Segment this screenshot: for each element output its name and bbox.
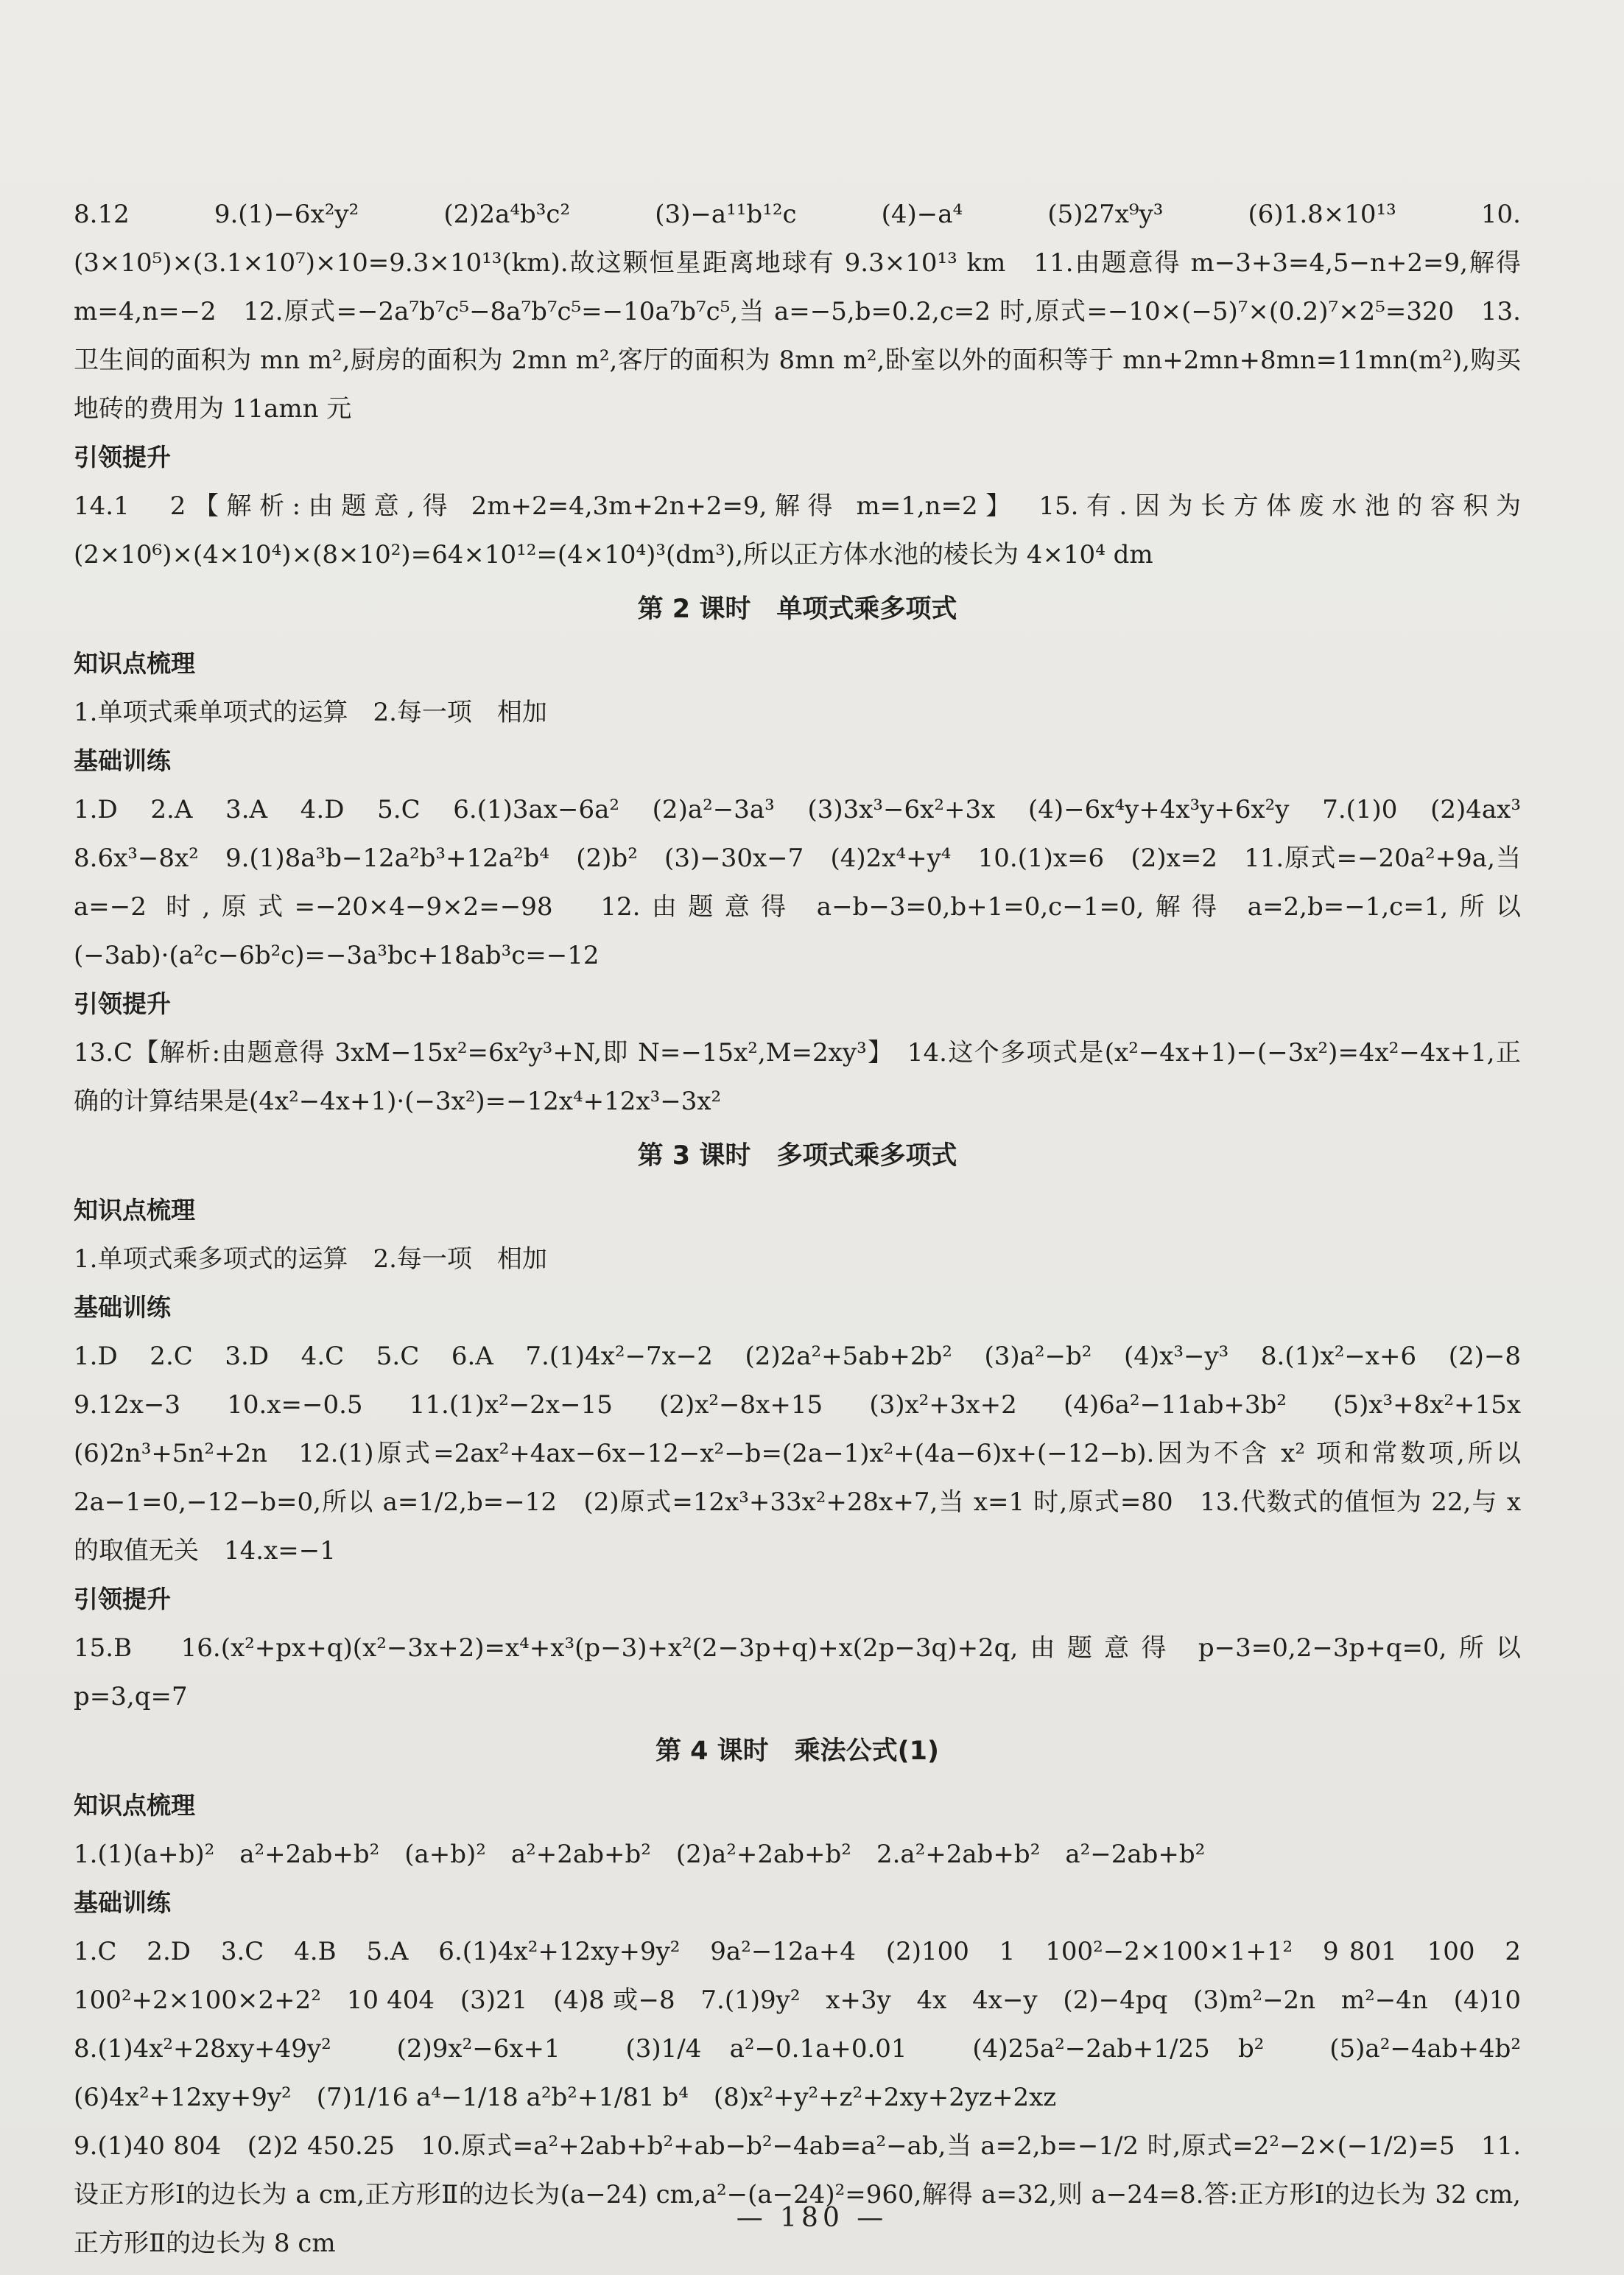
lesson-title: 第 4 课时 乘法公式(1) (655, 1736, 940, 1766)
section-heading: 知识点梳理 (74, 649, 195, 678)
answer-paragraph: 1.单项式乘单项式的运算 2.每一项 相加 (74, 698, 547, 727)
section-heading: 基础训练 (74, 746, 171, 775)
answer-paragraph: 1.(1)(a+b)² a²+2ab+b² (a+b)² a²+2ab+b² (2)a²+2ab+b² 2.a²+2ab+b² a²−2ab+b² (74, 1840, 1206, 1869)
lesson-title: 第 2 课时 单项式乘多项式 (637, 595, 957, 624)
answer-paragraph: 1.C 2.D 3.C 4.B 5.A 6.(1)4x²+12xy+9y² 9a²−12a+4 (2)100 1 100²−2×100×1+1² 9 801 100 2 100²+2×100×2+2² 10 404 (3)21 (4)8 或−8 7.(1)9y² x+3y 4x 4x−y (2)−4pq (3)m²−2n m²−4n (4)10 8.(1)4x²+28xy+49y² (2)9x²−6x+1 (3)1/4 a²−0.1a+0.01 (4)25a²−2ab+1/25 b² (5)a²−4ab+4b² (6)4x²+12xy+9y² (7)1/16 a⁴−1/18 a²b²+1/81 b⁴ (8)x²+y²+z²+2xy+2yz+2xz (74, 1937, 1546, 2112)
section-heading: 知识点梳理 (74, 1791, 195, 1820)
answer-content (74, 190, 1546, 2268)
answer-paragraph: 1.单项式乘多项式的运算 2.每一项 相加 (74, 1244, 547, 1274)
answer-paragraph: 13.C【解析:由题意得 3xM−15x²=6x²y³+N,即 N=−15x²,M=2xy³】 14.这个多项式是(x²−4x+1)−(−3x²)=4x²−4x+1,正确的计算结果是(4x²−4x+1)·(−3x²)=−12x⁴+12x³−3x² (74, 1038, 1521, 1116)
lesson-title: 第 3 课时 多项式乘多项式 (637, 1141, 957, 1171)
answer-paragraph: 9.(1)40 804 (2)2 450.25 10.原式=a²+2ab+b²+ab−b²−4ab=a²−ab,当 a=2,b=−1/2 时,原式=2²−2×(−1/2)=5 11.设正方形Ⅰ的边长为 a cm,正方形Ⅱ的边长为(a−24) cm,a²−(a−24)²=960,解得 a=32,则 a−24=8.答:正方形Ⅰ的边长为 32 cm,正方形Ⅱ的边长为 8 cm (74, 2131, 1521, 2258)
answer-paragraph: 8.12 9.(1)−6x²y² (2)2a⁴b³c² (3)−a¹¹b¹²c (4)−a⁴ (5)27x⁹y³ (6)1.8×10¹³ 10.(3×10⁵)×(3.1×10⁷)×10=9.3×10¹³(km).故这颗恒星距离地球有 9.3×10¹³ km 11.由题意得 m−3+3=4,5−n+2=9,解得 m=4,n=−2 12.原式=−2a⁷b⁷c⁵−8a⁷b⁷c⁵=−10a⁷b⁷c⁵,当 a=−5,b=0.2,c=2 时,原式=−10×(−5)⁷×(0.2)⁷×2⁵=320 13.卫生间的面积为 mn m²,厨房的面积为 2mn m²,客厅的面积为 8mn m²,卧室以外的面积等于 mn+2mn+8mn=11mn(m²),购买地砖的费用为 11amn 元 (74, 200, 1521, 424)
answer-paragraph: 15.B 16.(x²+px+q)(x²−3x+2)=x⁴+x³(p−3)+x²(2−3p+q)+x(2p−3q)+2q,由题意得 p−3=0,2−3p+q=0,所以 p=3,q=7 (74, 1633, 1521, 1711)
page-number: — 180 — (736, 2203, 888, 2233)
section-heading: 基础训练 (74, 1888, 171, 1917)
answer-paragraph: 1.D 2.C 3.D 4.C 5.C 6.A 7.(1)4x²−7x−2 (2)2a²+5ab+2b² (3)a²−b² (4)x³−y³ 8.(1)x²−x+6 (2)−8 9.12x−3 10.x=−0.5 11.(1)x²−2x−15 (2)x²−8x+15 (3)x²+3x+2 (4)6a²−11ab+3b² (5)x³+8x²+15x (6)2n³+5n²+2n 12.(1)原式=2ax²+4ax−6x−12−x²−b=(2a−1)x²+(4a−6)x+(−12−b).因为不含 x² 项和常数项,所以 2a−1=0,−12−b=0,所以 a=1/2,b=−12 (2)原式=12x³+33x²+28x+7,当 x=1 时,原式=80 13.代数式的值恒为 22,与 x 的取值无关 14.x=−1 (74, 1342, 1546, 1566)
section-heading: 基础训练 (74, 1293, 171, 1322)
answer-paragraph: 14.1 2【解析:由题意,得 2m+2=4,3m+2n+2=9,解得 m=1,n=2】 15.有.因为长方体废水池的容积为(2×10⁶)×(4×10⁴)×(8×10²)=64×10¹²=(4×10⁴)³(dm³),所以正方体水池的棱长为 4×10⁴ dm (74, 491, 1521, 569)
section-heading: 引领提升 (74, 989, 171, 1018)
section-heading: 知识点梳理 (74, 1196, 195, 1224)
answer-paragraph: 1.D 2.A 3.A 4.D 5.C 6.(1)3ax−6a² (2)a²−3a³ (3)3x³−6x²+3x (4)−6x⁴y+4x³y+6x²y 7.(1)0 (2)4ax³ 8.6x³−8x² 9.(1)8a³b−12a²b³+12a²b⁴ (2)b² (3)−30x−7 (4)2x⁴+y⁴ 10.(1)x=6 (2)x=2 11.原式=−20a²+9a,当 a=−2 时,原式=−20×4−9×2=−98 12.由题意得 a−b−3=0,b+1=0,c−1=0,解得 a=2,b=−1,c=1,所以(−3ab)·(a²c−6b²c)=−3a³bc+18ab³c=−12 (74, 795, 1546, 970)
section-heading: 引领提升 (74, 1585, 171, 1613)
section-heading: 引领提升 (74, 443, 171, 472)
